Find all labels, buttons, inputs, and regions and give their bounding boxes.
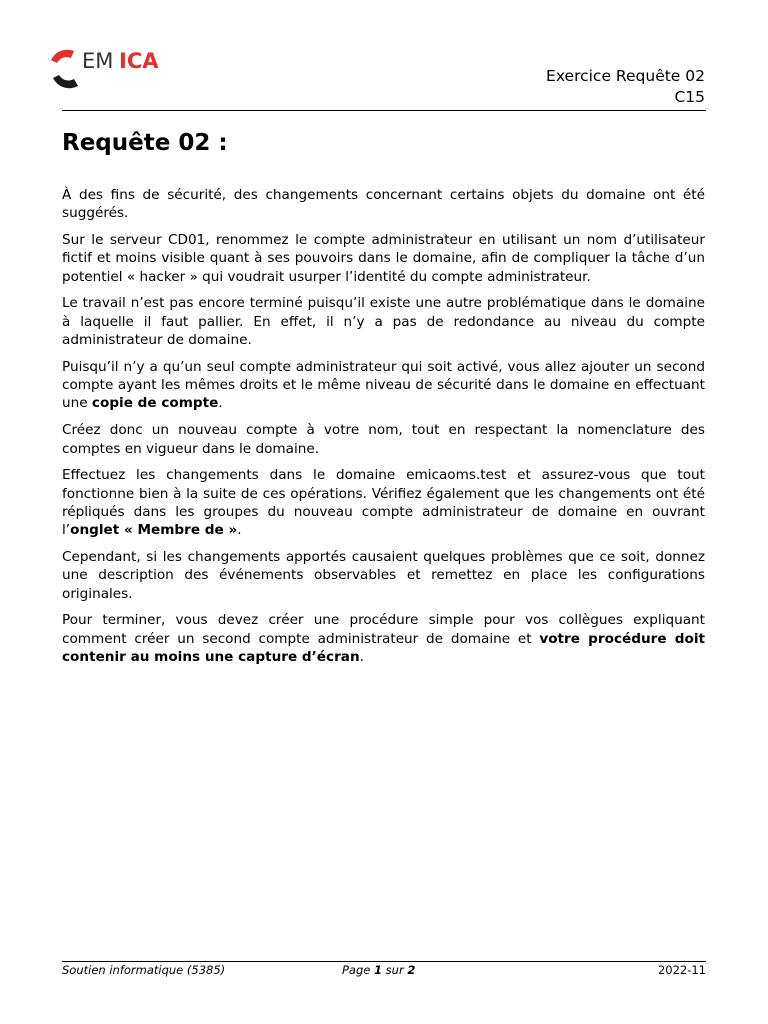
footer-page-word: Page (342, 963, 375, 977)
footer-page-total: 2 (407, 963, 416, 977)
paragraph-6-bold: onglet « Membre de » (70, 522, 238, 539)
logo-dark-arc (53, 75, 78, 88)
footer-page-number (342, 963, 415, 977)
paragraph-8-bold: votre procédure doit contenir au moins une capture d’écran (62, 630, 705, 666)
document-code: C15 (674, 88, 705, 106)
paragraph-5: Créez donc un nouveau compte à votre nom, tout en respectant la nomenclature des comptes en vigueur dans le domaine. (62, 422, 705, 457)
paragraph-6 (62, 466, 705, 539)
logo-text-em: EM (82, 49, 114, 73)
paragraph-6-end: . (237, 522, 242, 539)
footer-course: Soutien informatique (5385) (62, 963, 226, 977)
paragraph-2: Sur le serveur CD01, renommez le compte administrateur en utilisant un nom d’utilisateur fictif et moins visible quant à ses pouvoirs dans le domaine, afin de compliquer la tâche d’un potentiel « hacker » qui voudrait usurper l’identité du compte administrateur. (62, 232, 705, 285)
paragraph-4-bold: copie de compte (91, 395, 219, 412)
paragraph-4 (62, 358, 705, 413)
emica-logo (44, 46, 174, 98)
logo-red-arc (51, 50, 74, 63)
header-divider (62, 110, 706, 111)
document-body (62, 186, 705, 675)
paragraph-8-end: . (359, 649, 364, 666)
document-header (546, 66, 705, 108)
paragraph-8 (62, 611, 705, 666)
document-title: Exercice Requête 02 (546, 67, 705, 85)
page-footer (62, 963, 706, 979)
footer-page-current: 1 (374, 963, 383, 977)
footer-of-word: sur (382, 963, 408, 977)
paragraph-7: Cependant, si les changements apportés causaient quelques problèmes que ce soit, donnez une description des événements observables et remettez en place les configurations originales. (62, 549, 705, 602)
footer-date: 2022-11 (657, 963, 706, 977)
paragraph-4-text: Puisqu’il n’y a qu’un seul compte administrateur qui soit activé, vous allez ajouter un second compte ayant les mêmes droits et le même niveau de sécurité dans le domaine en effectuant une (62, 358, 705, 412)
paragraph-8-text: Pour terminer, vous devez créer une procédure simple pour vos collègues expliquant comment créer un second compte administrateur de domaine et (62, 612, 705, 647)
logo-text-ica: ICA (119, 49, 159, 73)
logo-graphic (44, 46, 174, 98)
paragraph-6-text: Effectuez les changements dans le domaine emicaoms.test et assurez-vous que tout fonctionne bien à la suite de ces opérations. Vérifiez également que les changements ont été répliqués dans les groupes du nouveau compte administrateur de domaine en ouvrant l’ (62, 467, 705, 539)
paragraph-3: Le travail n’est pas encore terminé puisqu’il existe une autre problématique dans le domaine à laquelle il faut pallier. En effet, il n’y a pas de redondance au niveau du compte administrateur de domaine. (62, 295, 705, 349)
footer-divider (62, 961, 706, 962)
page-title: Requête 02 : (62, 130, 228, 156)
paragraph-4-end: . (218, 395, 223, 412)
paragraph-1: À des fins de sécurité, des changements concernant certains objets du domaine ont été suggérés. (62, 187, 705, 222)
